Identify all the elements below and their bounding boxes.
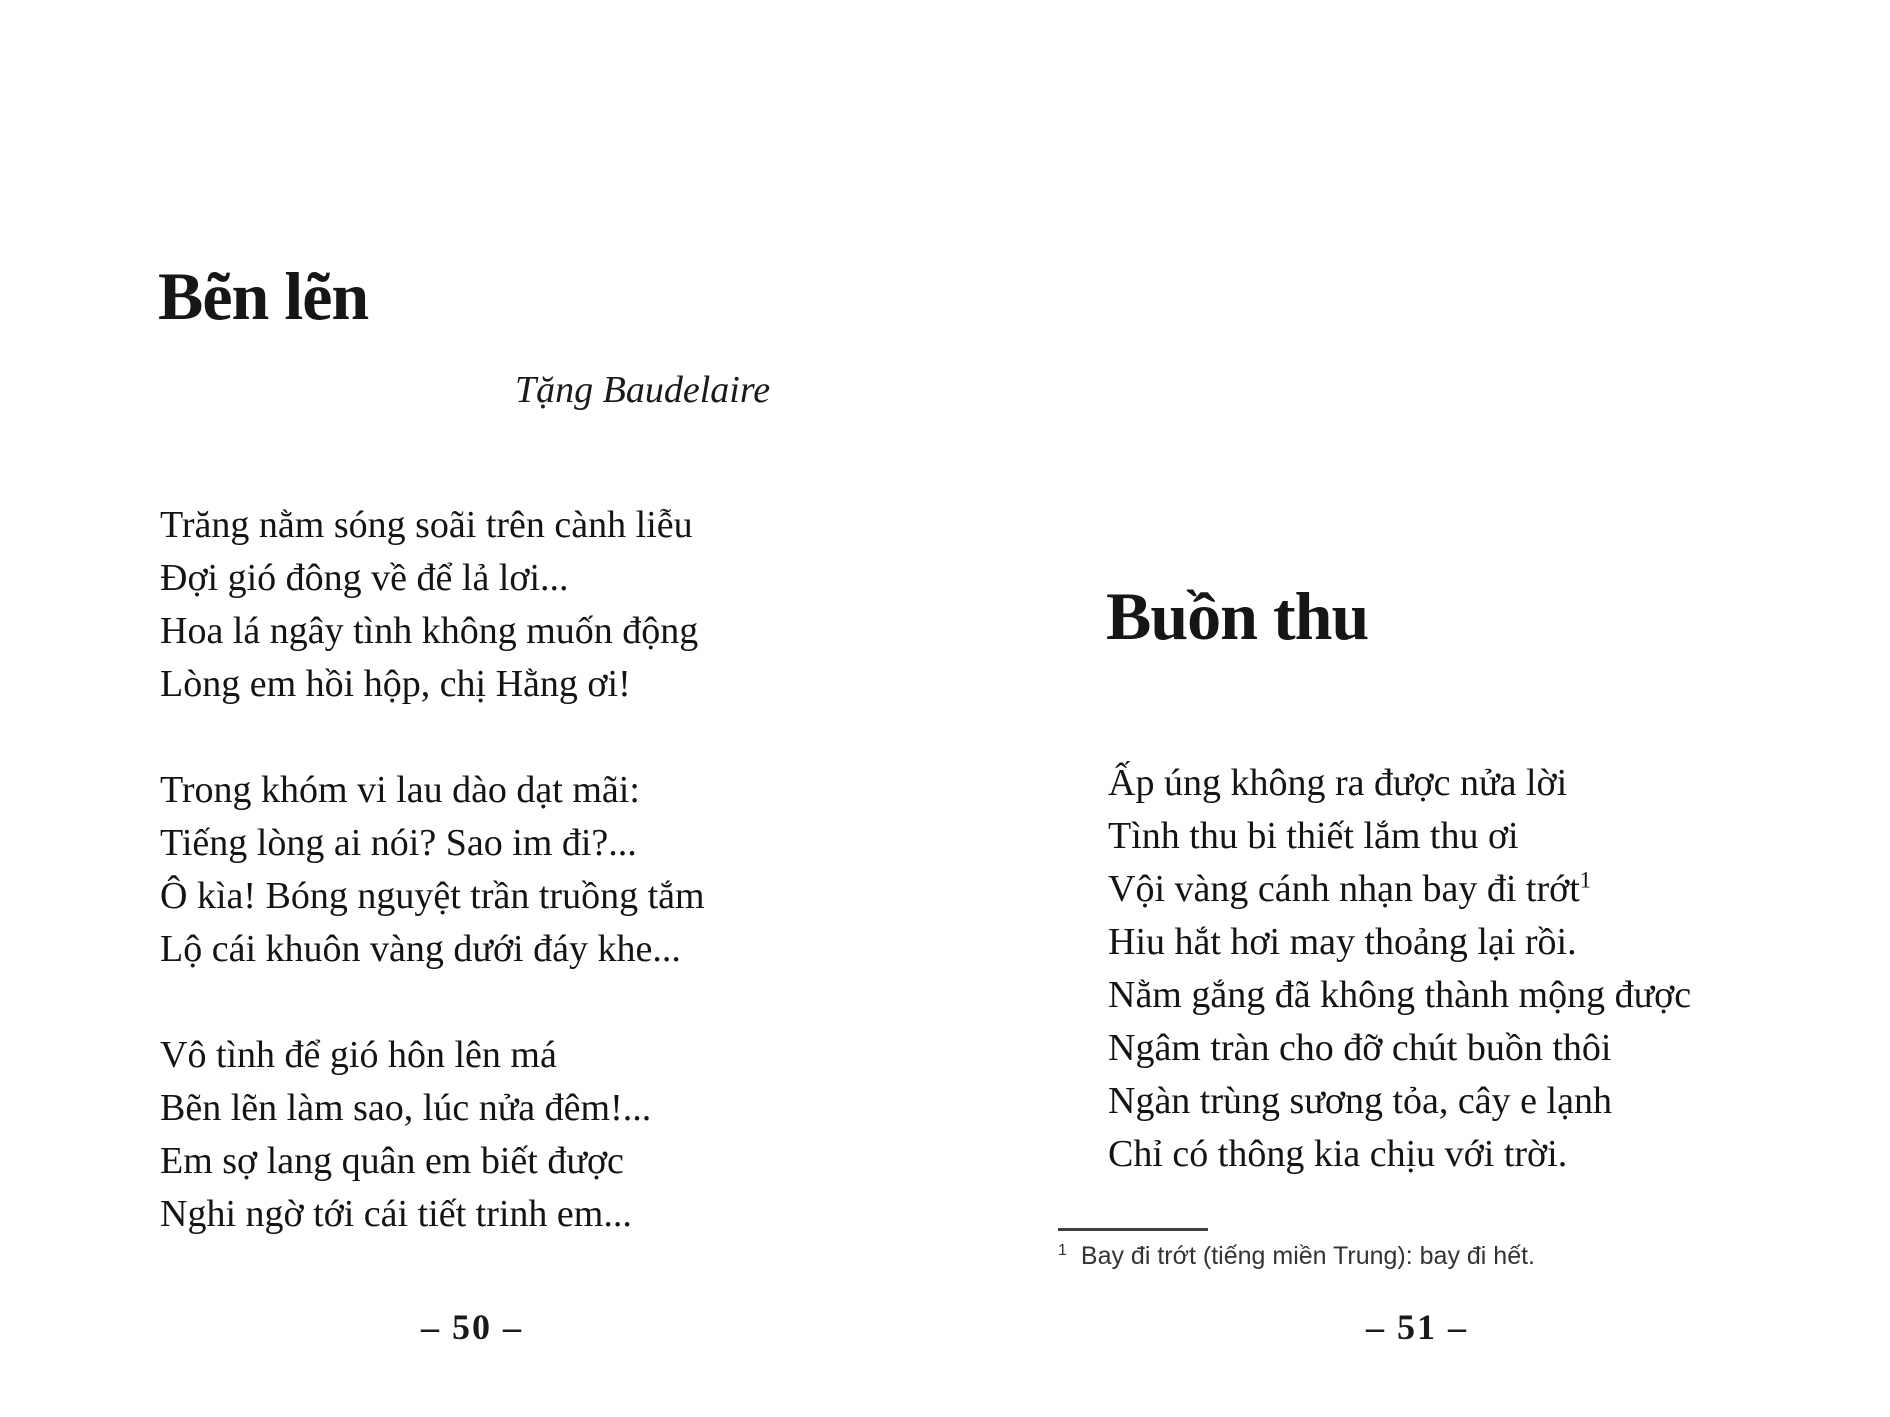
poem-line: Lòng em hồi hộp, chị Hằng ơi!	[160, 663, 631, 705]
stanza-3	[160, 1029, 705, 1241]
poem-line	[1108, 863, 1691, 916]
dedication: Tặng Baudelaire	[515, 369, 771, 411]
poem-line-text: Vội vàng cánh nhạn bay đi trớt	[1108, 868, 1580, 910]
page-number-right: – 51 –	[1366, 1307, 1468, 1347]
poem-line: Tiếng lòng ai nói? Sao im đi?...	[160, 822, 637, 864]
poem-line: Hoa lá ngây tình không muốn động	[160, 610, 699, 652]
poem-buon-thu	[1108, 757, 1691, 1181]
poem-line: Ô kìa! Bóng nguyệt trần truồng tắm	[160, 875, 705, 917]
poem-line: Trong khóm vi lau dào dạt mãi:	[160, 769, 640, 811]
footnote-reference: 1	[1579, 867, 1592, 893]
stanza-1	[160, 499, 705, 711]
poem-line: Đợi gió đông về để lả lơi...	[160, 557, 569, 599]
footnote-block	[1058, 1228, 1758, 1273]
poem-line: Vô tình để gió hôn lên má	[160, 1034, 557, 1076]
poem-line: Lộ cái khuôn vàng dưới đáy khe...	[160, 928, 681, 970]
poem-line: Chỉ có thông kia chịu với trời.	[1108, 1133, 1568, 1175]
poem-line: Nằm gắng đã không thành mộng được	[1108, 974, 1692, 1016]
poem-line: Tình thu bi thiết lắm thu ơi	[1108, 815, 1519, 857]
stanza-1	[1108, 757, 1691, 1181]
poem-title-ben-len: Bẽn lẽn	[158, 258, 369, 334]
poem-line: Bẽn lẽn làm sao, lúc nửa đêm!...	[160, 1087, 652, 1129]
poem-line: Trăng nằm sóng soãi trên cành liễu	[160, 504, 693, 546]
poem-line: Em sợ lang quân em biết được	[160, 1140, 624, 1182]
stanza-2	[160, 764, 705, 976]
poem-line: Ngâm tràn cho đỡ chút buồn thôi	[1108, 1027, 1612, 1069]
footnote-marker: 1	[1058, 1241, 1067, 1259]
poem-title-buon-thu: Buồn thu	[1106, 578, 1369, 654]
poem-line: Hiu hắt hơi may thoảng lại rồi.	[1108, 921, 1577, 963]
poem-line: Ấp úng không ra được nửa lời	[1108, 762, 1568, 804]
page-number-left: – 50 –	[421, 1307, 523, 1347]
footnote-text	[1058, 1240, 1758, 1273]
poem-ben-len	[160, 499, 705, 1241]
poem-line: Ngàn trùng sương tỏa, cây e lạnh	[1108, 1080, 1612, 1122]
footnote-body: Bay đi trớt (tiếng miền Trung): bay đi hết.	[1080, 1242, 1536, 1270]
footnote-separator-rule	[1058, 1228, 1208, 1231]
poem-line: Nghi ngờ tới cái tiết trinh em...	[160, 1193, 632, 1235]
